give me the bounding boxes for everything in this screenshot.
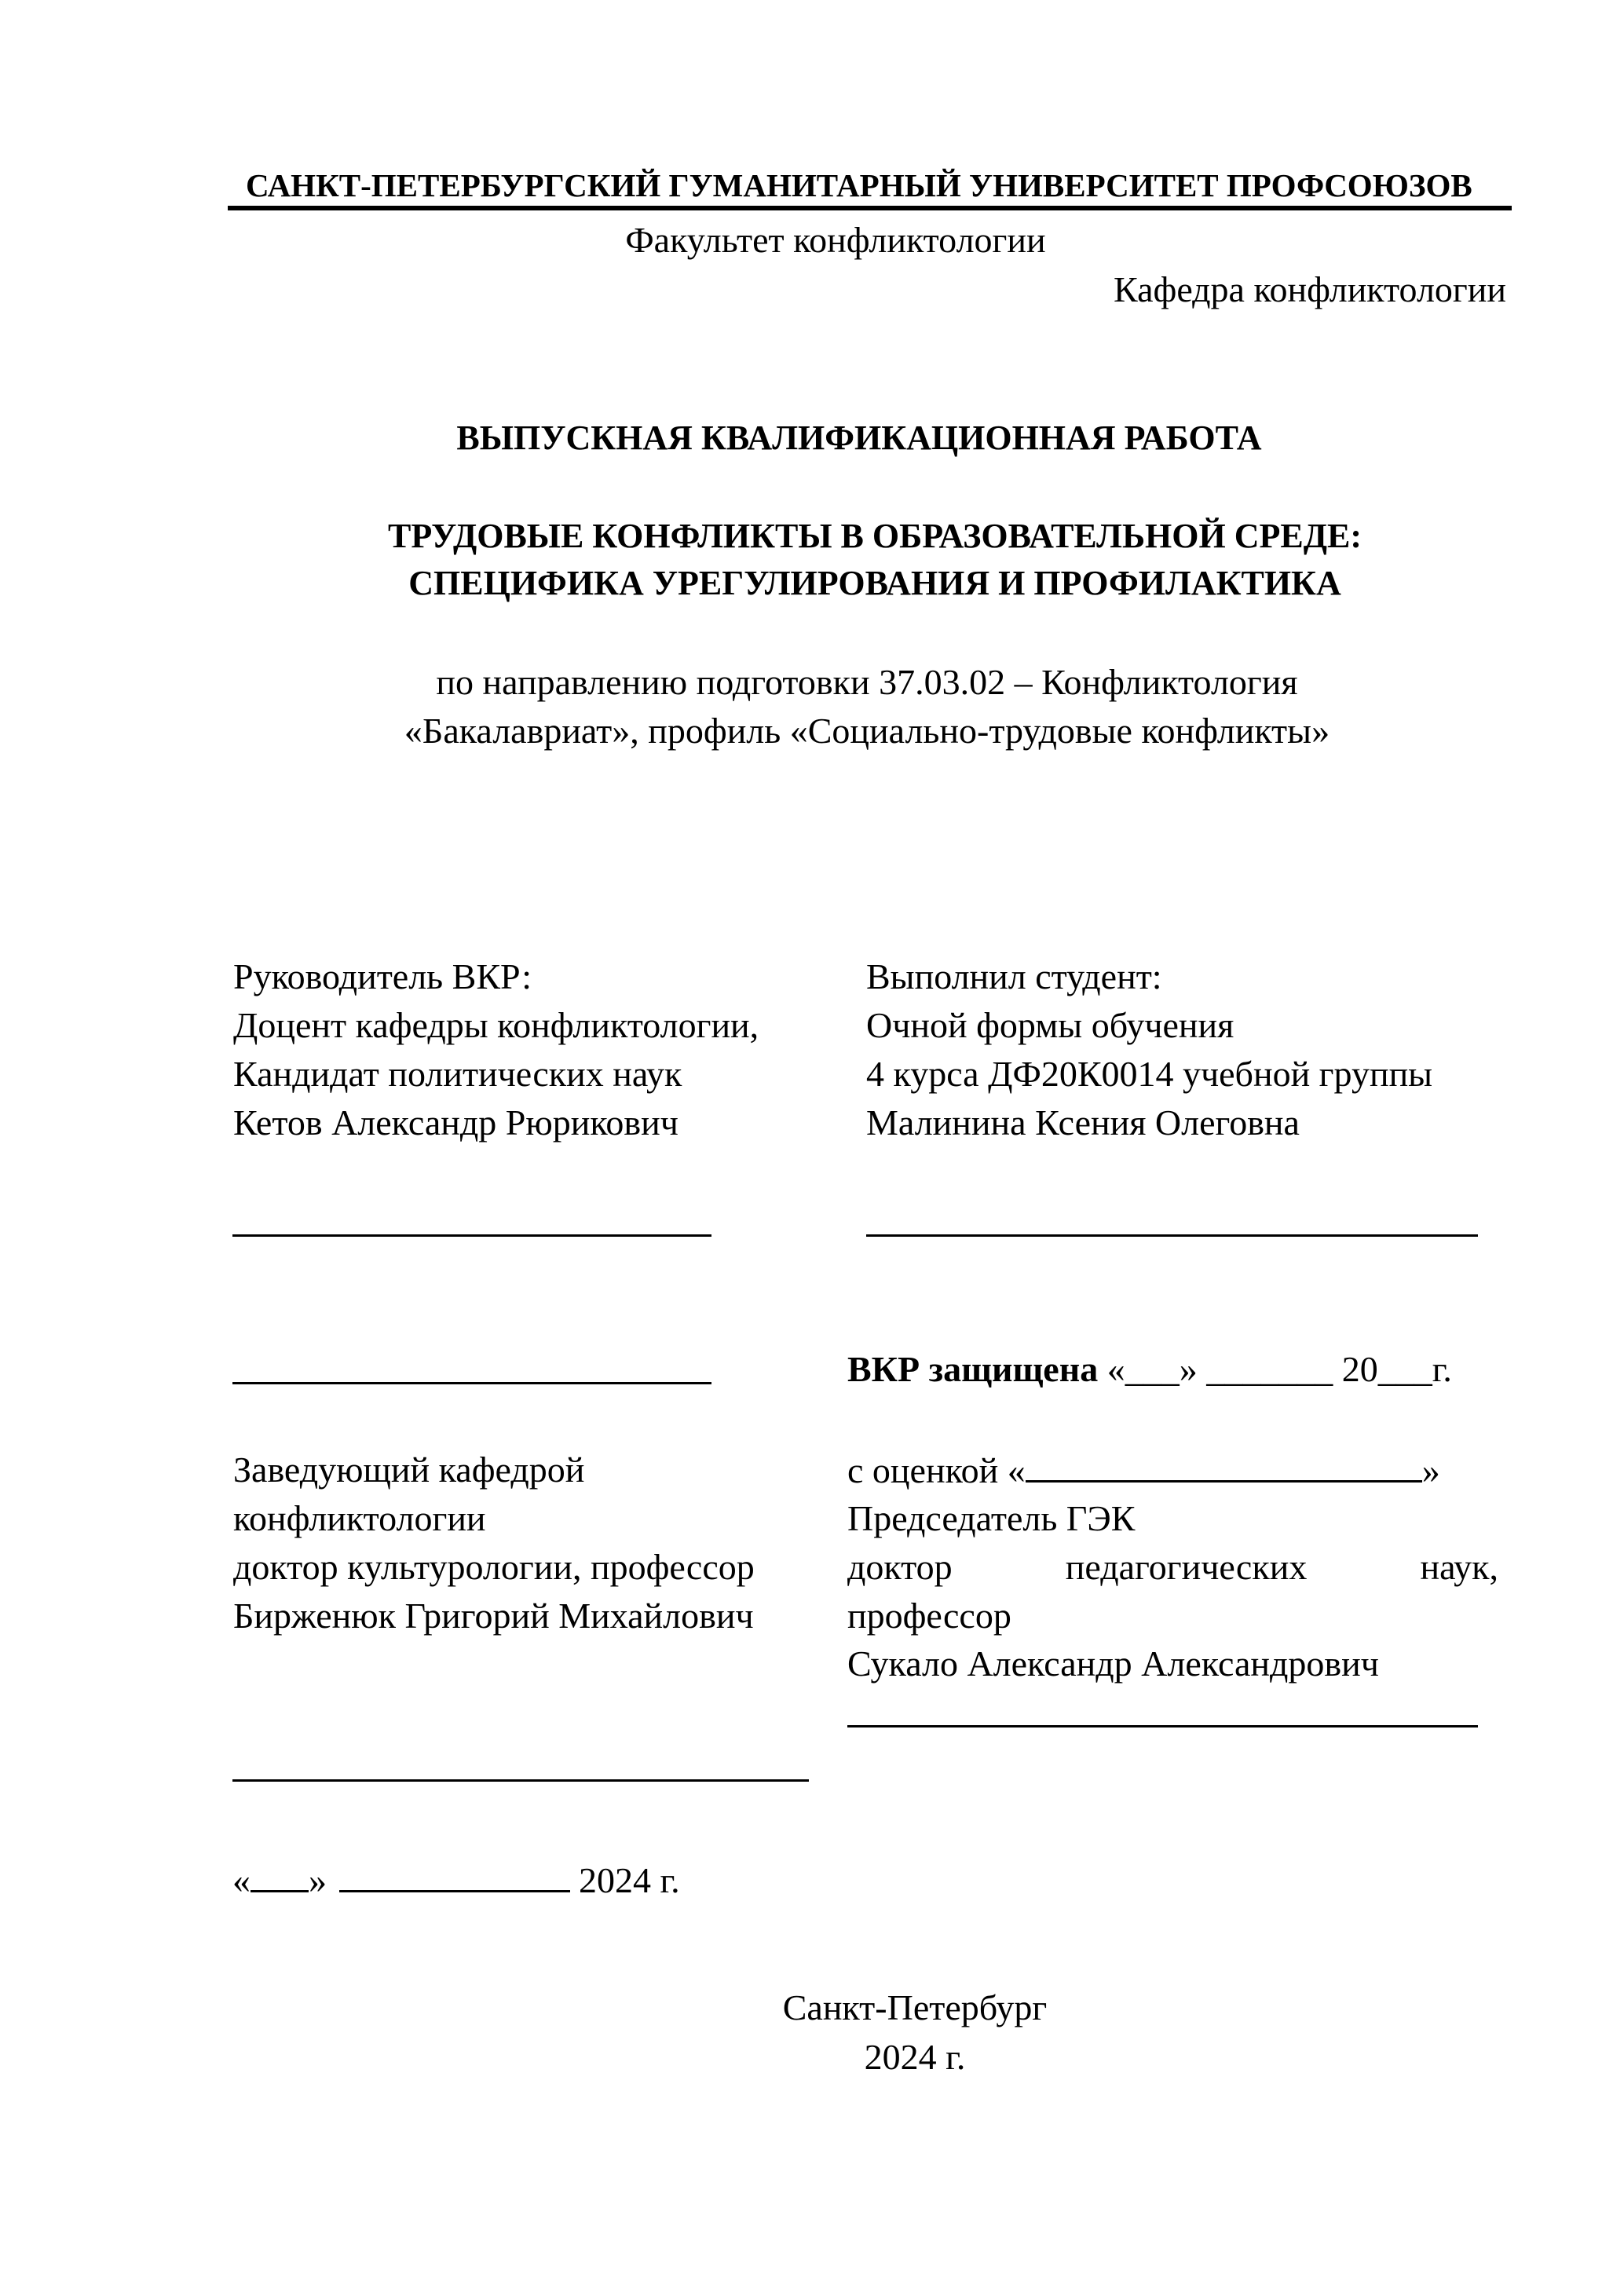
topic-line-1: ТРУДОВЫЕ КОНФЛИКТЫ В ОБРАЗОВАТЕЛЬНОЙ СРЕДЕ: [387,517,1362,555]
day-field[interactable] [251,1862,309,1892]
head-title-line-2: конфликтологии [233,1498,486,1538]
chair-degree-word: педагогических [1065,1547,1308,1587]
grade-suffix: » [1421,1450,1440,1490]
chair-degree-word: наук, [1420,1547,1498,1587]
chair-degree-word: доктор [847,1547,953,1587]
grade-field[interactable] [1026,1452,1422,1483]
work-type-heading: ВЫПУСКНАЯ КВАЛИФИКАЦИОННАЯ РАБОТА [456,419,1262,457]
footer-year: 2024 г. [864,2037,966,2077]
date-close-quote: » [309,1860,327,1900]
date-year: 2024 г. [579,1860,680,1900]
head-name: Бирженюк Григорий Михайлович [233,1596,754,1636]
direction-line-1: по направлению подготовки 37.03.02 – Конфликтология [436,662,1298,702]
defense-statement [847,1351,1452,1387]
supervisor-label: Руководитель ВКР: [233,956,532,996]
supervisor-name: Кетов Александр Рюрикович [233,1102,678,1143]
approval-date-line [232,1862,680,1899]
student-study-form: Очной формы обучения [866,1005,1234,1045]
student-name: Малинина Ксения Олеговна [866,1102,1300,1143]
defense-label: ВКР защищена [847,1349,1099,1389]
direction-line-2: «Бакалавриат», профиль «Социально-трудовые конфликты» [404,711,1330,751]
supervisor-position: Доцент кафедры конфликтологии, [233,1005,759,1045]
department-name: Кафедра конфликтологии [1114,269,1506,309]
city: Санкт-Петербург [782,1987,1048,2027]
student-label: Выполнил студент: [866,956,1162,996]
defense-date-placeholder[interactable]: «___» _______ 20___г. [1098,1349,1452,1389]
university-name: САНКТ-ПЕТЕРБУРГСКИЙ ГУМАНИТАРНЫЙ УНИВЕРСИТЕТ ПРОФСОЮЗОВ [246,167,1472,203]
grade-prefix: с оценкой « [847,1450,1026,1490]
chair-rank: профессор [847,1596,1011,1636]
student-signature-line[interactable] [866,1234,1478,1237]
head-signature-line[interactable] [232,1779,809,1782]
grade-line [847,1452,1440,1489]
date-open-quote: « [232,1860,251,1900]
topic-line-2: СПЕЦИФИКА УРЕГУЛИРОВАНИЯ И ПРОФИЛАКТИКА [408,564,1341,602]
faculty-name: Факультет конфликтологии [625,220,1046,260]
student-group: 4 курса ДФ20К0014 учебной группы [866,1054,1433,1094]
chair-signature-line[interactable] [847,1725,1478,1727]
defense-left-signature-line[interactable] [232,1382,711,1384]
month-field[interactable] [339,1862,570,1892]
chair-name: Сукало Александр Александрович [847,1643,1379,1684]
head-title-line-1: Заведующий кафедрой [233,1450,585,1490]
supervisor-signature-line[interactable] [232,1234,711,1237]
header-rule [228,206,1512,210]
supervisor-degree: Кандидат политических наук [233,1054,682,1094]
chair-degree-line [847,1549,1498,1585]
chair-title: Председатель ГЭК [847,1498,1136,1538]
head-degree: доктор культурологии, профессор [233,1547,755,1587]
